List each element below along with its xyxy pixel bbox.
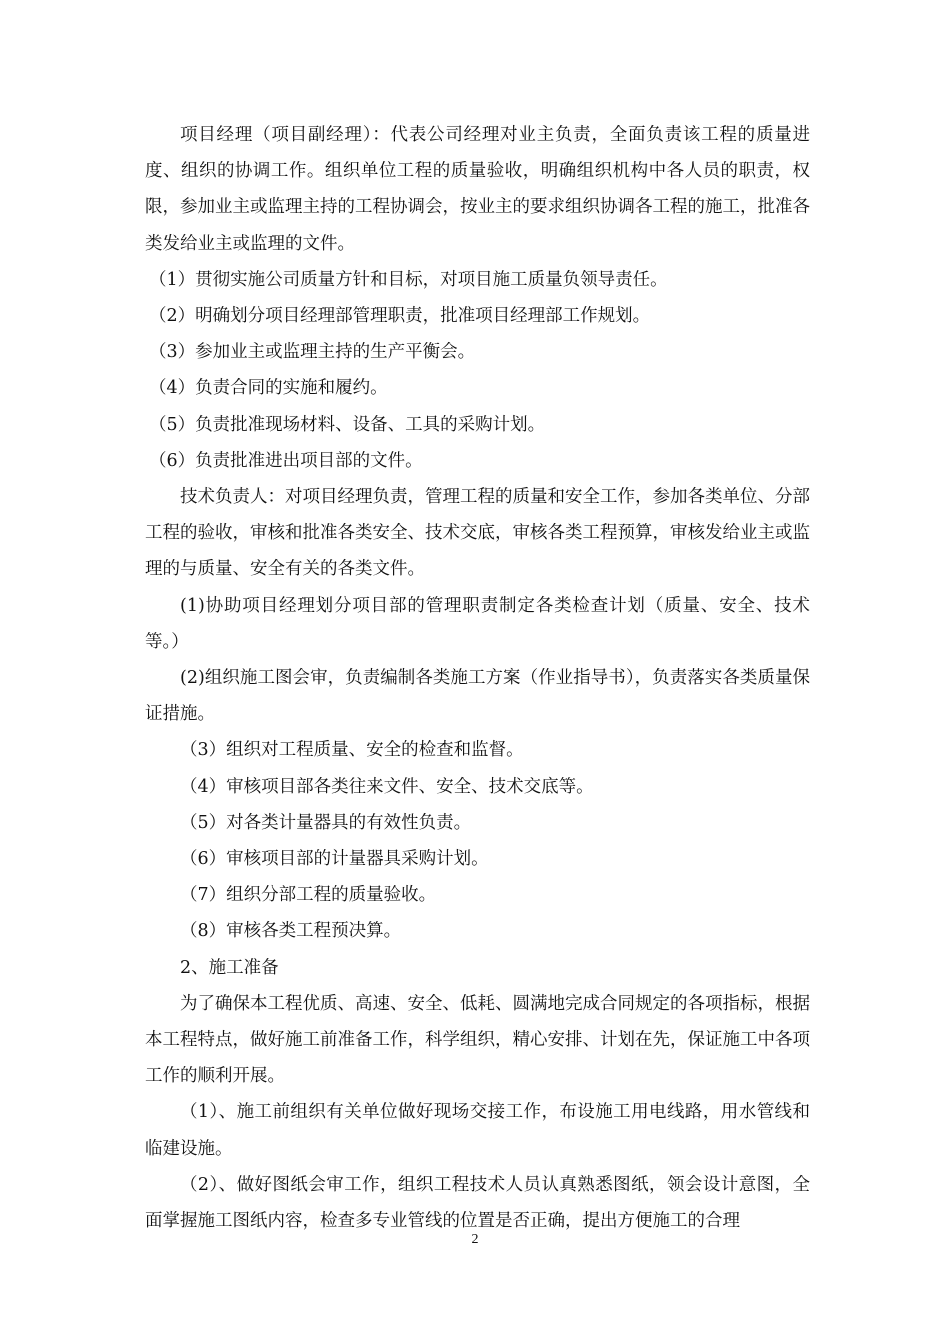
list-item: (1)协助项目经理划分项目部的管理职责制定各类检查计划（质量、安全、技术等。） [145, 595, 810, 652]
list-item: （5）对各类计量器具的有效性负责。 [180, 812, 472, 833]
list-item: （1）贯彻实施公司质量方针和目标，对项目施工质量负领导责任。 [149, 269, 668, 290]
section-heading: 2、施工准备 [180, 957, 279, 978]
list-item: （3）组织对工程质量、安全的检查和监督。 [180, 740, 524, 761]
list-item: (2)组织施工图会审，负责编制各类施工方案（作业指导书），负责落实各类质量保证措施。 [145, 668, 810, 725]
list-item: （2）、做好图纸会审工作，组织工程技术人员认真熟悉图纸，领会设计意图，全面掌握施工图纸内容，检查多专业管线的位置是否正确，提出方便施工的合理 [145, 1174, 810, 1232]
list-item: （8）审核各类工程预决算。 [180, 921, 402, 942]
document-body [145, 117, 810, 1239]
list-item: （3）参加业主或监理主持的生产平衡会。 [149, 342, 476, 363]
list-item: （2）明确划分项目经理部管理职责，批准项目经理部工作规划。 [149, 306, 651, 327]
paragraph-project-manager: 项目经理（项目副经理）：代表公司经理对业主负责，全面负责该工程的质量进度、组织的协调工作。组织单位工程的质量验收，明确组织机构中各人员的职责，权限，参加业主或监理主持的工程协调会，按业主的要求组织协调各工程的施工，批准各类发给业主或监理的文件。 [145, 125, 810, 254]
list-item: （4）审核项目部各类往来文件、安全、技术交底等。 [180, 776, 594, 797]
paragraph-preparation: 为了确保本工程优质、高速、安全、低耗、圆满地完成合同规定的各项指标，根据本工程特点，做好施工前准备工作，科学组织，精心安排、计划在先，保证施工中各项工作的顺利开展。 [145, 993, 810, 1087]
list-item: （5）负责批准现场材料、设备、工具的采购计划。 [149, 414, 546, 435]
paragraph-technical-lead: 技术负责人：对项目经理负责，管理工程的质量和安全工作，参加各类单位、分部工程的验收，审核和批准各类安全、技术交底，审核各类工程预算，审核发给业主或监理的与质量、安全有关的各类文件。 [145, 487, 810, 580]
list-item: （6）审核项目部的计量器具采购计划。 [180, 849, 489, 870]
page-number: 2 [471, 1232, 479, 1247]
list-item: （4）负责合同的实施和履约。 [149, 378, 388, 399]
list-item: （7）组织分部工程的质量验收。 [180, 885, 437, 906]
list-item: （6）负责批准进出项目部的文件。 [149, 450, 423, 471]
list-item: （1）、施工前组织有关单位做好现场交接工作，布设施工用电线路，用水管线和临建设施。 [145, 1102, 810, 1159]
